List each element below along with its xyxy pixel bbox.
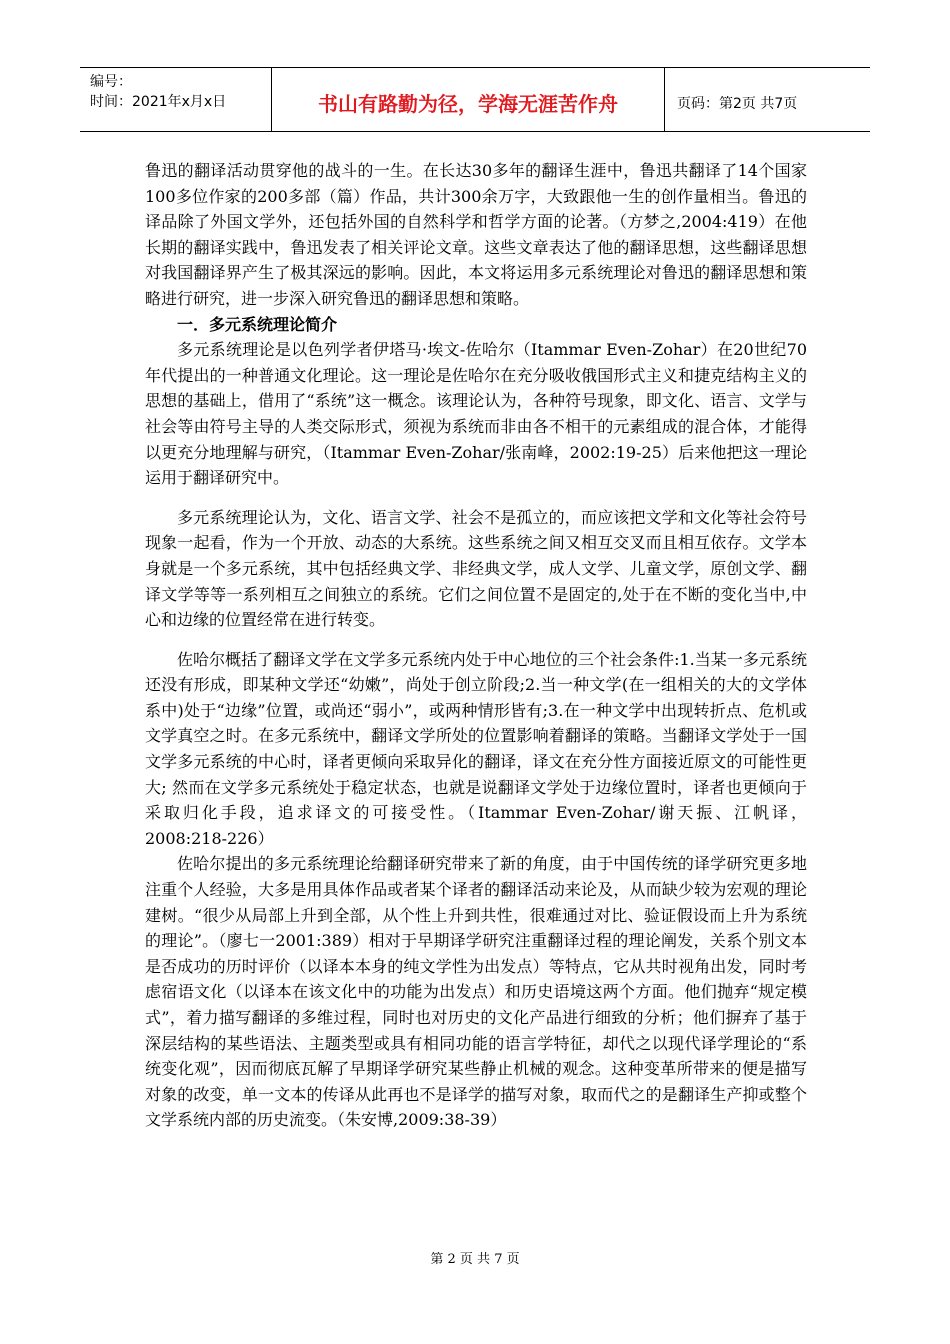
page-footer: 第 2 页 共 7 页 [430, 1252, 520, 1267]
paragraph-theory-system: 多元系统理论认为，文化、语言文学、社会不是孤立的，而应该把文学和文化等社会符号现象一起看，作为一个开放、动态的大系统。这些系统之间又相互交叉而且相互依存。文学本身就是一个多元系统，其中包括经典文学、非经典文学，成人文学、儿童文学，原创文学、翻译文学等等一系列相互之间独立的系统。它们之间位置不是固定的,处于在不断的变化当中,中心和边缘的位置经常在进行转变。 [145, 507, 807, 630]
document-body [145, 158, 807, 1133]
paragraph-theory-origin: 多元系统理论是以色列学者伊塔马·埃文-佐哈尔（Itammar Even-Zohar）在20世纪70年代提出的一种普通文化理论。这一理论是佐哈尔在充分吸收俄国形式主义和捷克结构主义的思想的基础上，借用了“系统”这一概念。该理论认为，各种符号现象，即文化、语言、文学与社会等由符号主导的人类交际形式，须视为系统而非由各不相干的元素组成的混合体，才能得以更充分地理解与研究，（Itammar Even-Zohar/张南峰，2002:19-25）后来他把这一理论运用于翻译研究中。 [145, 340, 807, 488]
doc-number-label: 编号： [90, 74, 132, 90]
header-motto: 书山有路勤为径，学海无涯苦作舟 [272, 68, 665, 131]
page-header [80, 67, 870, 132]
paragraph-intro: 鲁迅的翻译活动贯穿他的战斗的一生。在长达30多年的翻译生涯中，鲁迅共翻译了14个国家100多位作家的200多部（篇）作品，共计300余万字，大致跟他一生的创作量相当。鲁迅的译品除了外国文学外，还包括外国的自然科学和哲学方面的论著。（方梦之,2004:419）在他长期的翻译实践中，鲁迅发表了相关评论文章。这些文章表达了他的翻译思想，这些翻译思想对我国翻译界产生了极其深远的影响。因此，本文将运用多元系统理论对鲁迅的翻译思想和策略进行研究，进一步深入研究鲁迅的翻译思想和策略。 [145, 161, 807, 308]
header-meta [80, 68, 272, 131]
date-label: 时间：2021年x月x日 [90, 94, 227, 110]
paragraph-translation-studies: 佐哈尔提出的多元系统理论给翻译研究带来了新的角度，由于中国传统的译学研究更多地注重个人经验，大多是用具体作品或者某个译者的翻译活动来论及，从而缺少较为宏观的理论建树。“很少从局部上升到全部，从个性上升到共性，很难通过对比、验证假设而上升为系统的理论”。（廖七一2001:389）相对于早期译学研究注重翻译过程的理论阐发，关系个别文本是否成功的历时评价（以译本本身的纯文学性为出发点）等特点，它从共时视角出发，同时考虑宿语文化（以译本在该文化中的功能为出发点）和历史语境这两个方面。他们抛弃“规定模式”，着力描写翻译的多维过程，同时也对历史的文化产品进行细致的分析；他们摒弃了基于深层结构的某些语法、主题类型或具有相同功能的语言学特征，却代之以现代译学理论的“系统变化观”，因而彻底瓦解了早期译学研究某些静止机械的观念。这种变革所带来的便是描写对象的改变，单一文本的传译从此再也不是译学的描写对象，取而代之的是翻译生产抑或整个文学系统内部的历史流变。（朱安博,2009:38-39） [145, 854, 807, 1130]
paragraph-translation-position: 佐哈尔概括了翻译文学在文学多元系统内处于中心地位的三个社会条件:1.当某一多元系统还没有形成，即某种文学还“幼嫩”，尚处于创立阶段;2.当一种文学(在一组相关的大的文学体系中)处于“边缘”位置，或尚还“弱小”，或两种情形皆有;3.在一种文学中出现转折点、危机或文学真空之时。在多元系统中，翻译文学所处的位置影响着翻译的策略。当翻译文学处于一国文学多元系统的中心时，译者更倾向采取异化的翻译，译文在充分性方面接近原文的可能性更大; 然而在文学多元系统处于稳定状态，也就是说翻译文学处于边缘位置时，译者也更倾向于采取归化手段，追求译文的可接受性。（Itammar Even-Zohar/谢天振、江帆译，2008:218-226） [145, 649, 807, 848]
header-page-number: 页码：第2页 共7页 [677, 95, 798, 112]
section-title: 一．多元系统理论简介 [177, 314, 338, 334]
